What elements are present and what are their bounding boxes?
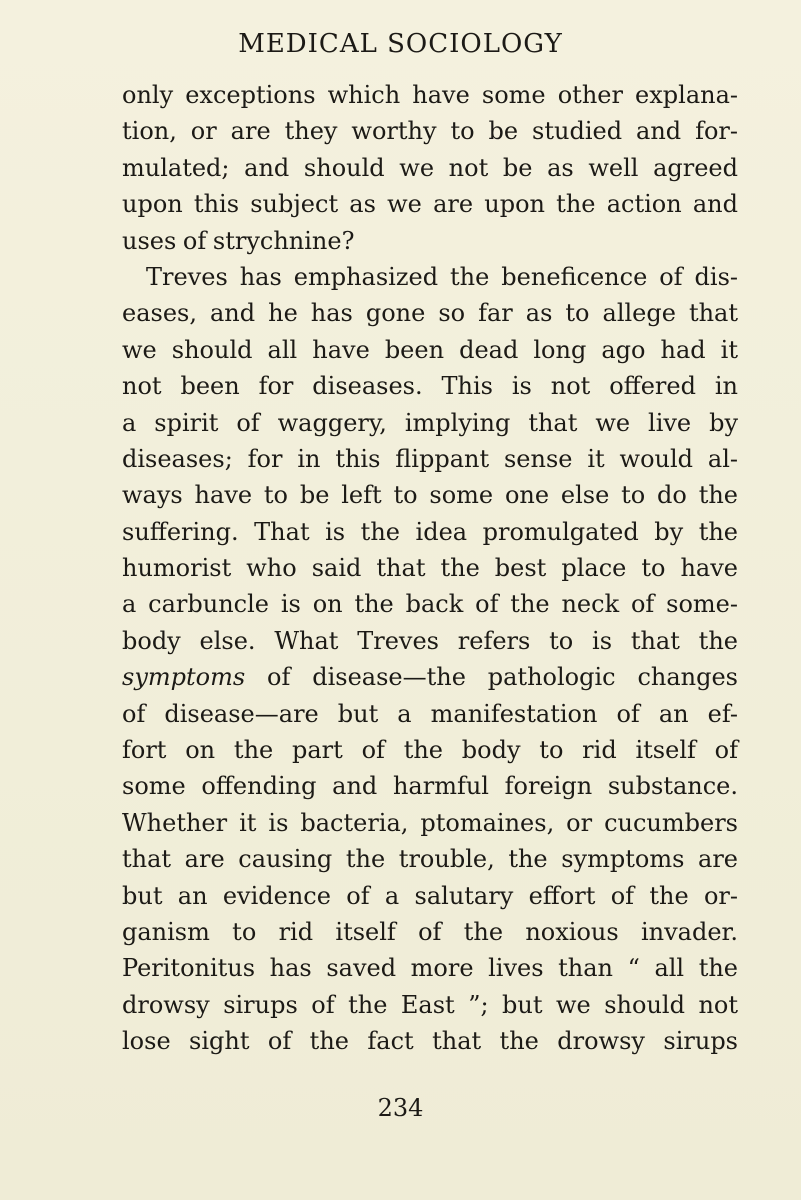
text-line: suffering. That is the idea promulgated by the (122, 517, 738, 546)
text-line: uses of strychnine? (122, 226, 355, 255)
italic-word: symptoms (122, 663, 246, 692)
line-remainder: of disease—the pathologic changes (267, 663, 738, 692)
page-number: 234 (377, 1094, 424, 1122)
text-line: Peritonitus has saved more lives than “ all the (122, 954, 738, 983)
text-line: eases, and he has gone so far as to allege that (122, 299, 738, 328)
text-line: Whether it is bacteria, ptomaines, or cucumbers (122, 808, 738, 837)
text-line: we should all have been dead long ago had it (122, 335, 738, 364)
text-line: a carbuncle is on the back of the neck of some- (122, 590, 738, 619)
text-line: body else. What Treves refers to is that the (122, 626, 738, 655)
body-text (122, 77, 738, 1060)
text-line: not been for diseases. This is not offered in (122, 372, 738, 401)
text-line: humorist who said that the best place to have (122, 554, 738, 583)
text-line: only exceptions which have some other explana- (122, 81, 738, 109)
text-line: drowsy sirups of the East ”; but we should not (122, 990, 738, 1019)
text-line: mulated; and should we not be as well agreed (122, 153, 738, 182)
text-line: ganism to rid itself of the noxious invader. (122, 917, 738, 946)
text-line: ways have to be left to some one else to do the (122, 481, 738, 510)
text-line: a spirit of waggery, implying that we live by (122, 408, 738, 437)
text-line: Treves has emphasized the beneficence of dis- (146, 262, 738, 291)
running-head: MEDICAL SOCIOLOGY (238, 29, 563, 59)
text-line: lose sight of the fact that the drowsy sirups (122, 1027, 738, 1056)
text-line: fort on the part of the body to rid itself of (122, 736, 738, 765)
text-line: diseases; for in this flippant sense it would al- (122, 444, 738, 473)
text-line: some offending and harmful foreign substance. (122, 772, 738, 801)
text-line: that are causing the trouble, the symptoms are (122, 845, 738, 874)
text-line-with-italic (122, 659, 738, 695)
text-line: of disease—are but a manifestation of an ef- (122, 699, 738, 728)
text-line: tion, or are they worthy to be studied and for- (122, 117, 738, 146)
text-line: upon this subject as we are upon the action and (122, 190, 738, 219)
text-line: but an evidence of a salutary effort of the or- (122, 881, 738, 910)
